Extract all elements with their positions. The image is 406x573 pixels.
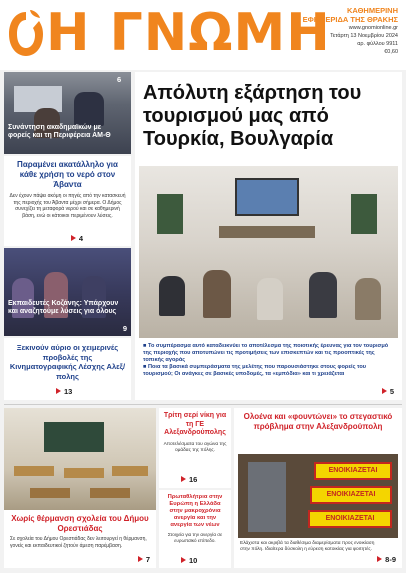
sign-2: ΕΝΟΙΚΙΑΖΕΤΑΙ <box>310 486 392 504</box>
story-sport[interactable] <box>159 408 231 488</box>
title-sport: Τρίτη σερί νίκη για τη ΓΕ Αλεξανδρούπολης <box>163 412 227 436</box>
masthead <box>0 0 406 70</box>
body-sport: Αποτελέσματα του αγώνα της ομάδας της πόλης. <box>163 441 227 453</box>
story-housing[interactable] <box>234 408 402 568</box>
photo-conference <box>139 166 398 338</box>
main-headline: Απόλυτη εξάρτηση του τουρισμού μας από Τουρκία, Βουλγαρία <box>143 82 362 150</box>
body-schools: Σε σχολεία του Δήμου Ορεστιάδας δεν λειτουργεί η θέρμανση, γονείς και εκπαιδευτικοί ζητούν άμεση παρέμβαση. <box>10 536 147 549</box>
story-academics[interactable] <box>4 72 131 154</box>
body-water: Δεν έχουν πάψει ακόμη οι πηγές από την κατασκευή της περιοχής του Άβαντα μέχρι σήμερα. Ο Δήμος συνεχίζει τη μεταφορά νερού και σε καθημερινή βάση, ενώ οι κάτοικοι περιμένουν λύσεις. <box>9 193 126 219</box>
sign-1: ΕΝΟΙΚΙΑΖΕΤΑΙ <box>314 462 392 480</box>
logo-icon <box>6 8 46 60</box>
photo-rent-signs <box>238 454 398 538</box>
logo-text: Η ΓΝΩΜΗ <box>46 3 331 63</box>
title-cinema: Ξεκινούν αύριο οι χειμερινές προβολές της Κινηματογραφικής Λέσχης Αλεξ/πολης <box>9 343 126 381</box>
masthead-info <box>288 6 398 56</box>
page-ref-8-9[interactable]: 8-9 <box>377 555 396 564</box>
arrow-icon <box>56 388 61 394</box>
story-unemployment[interactable] <box>159 490 231 568</box>
photo-meeting <box>4 72 131 154</box>
issue-number: αρ. φύλλου 9911 <box>357 41 398 47</box>
main-bullet-1: ■ Το συμπέρασμα αυτό καταδεικνύει το αποτέλεσμα της ποιοτικής έρευνας για τον τουρισμό της περιοχής που αποτυπώνει τις προτιμήσεις των επισκεπτών και τις προοπτικές της τοπικής αγοράς <box>143 343 389 363</box>
tagline-2: ΕΦΗΜΕΡΙΔΑ ΤΗΣ ΘΡΑΚΗΣ <box>302 15 398 24</box>
page-ref-16[interactable]: 16 <box>181 475 197 484</box>
photo-classroom <box>4 408 156 510</box>
arrow-icon <box>382 388 387 394</box>
story-water[interactable] <box>4 156 131 246</box>
arrow-icon <box>138 556 143 562</box>
title-unemployment: Πρωταθλήτρια στην Ευρώπη η Ελλάδα στην μακροχρόνια ανεργία και την ανεργία των νέων <box>167 494 223 528</box>
body-housing: Ελάχιστα και ακριβά τα διαθέσιμα διαμερίσματα προς ενοικίαση στην πόλη. Ιδιαίτερα δύσκολη η εύρεση κατοικίας για φοιτητές. <box>240 541 375 552</box>
price: €0,60 <box>384 49 398 55</box>
arrow-icon <box>377 556 382 562</box>
page-ref-13[interactable]: 13 <box>56 387 72 396</box>
arrow-icon <box>181 557 186 563</box>
issue-date: Τετάρτη 13 Νοεμβρίου 2024 <box>330 33 398 39</box>
body-unemployment: Στοιχεία για την ανεργία σε ευρωπαϊκό επίπεδο. <box>167 532 223 543</box>
page-ref-10[interactable]: 10 <box>181 556 197 565</box>
sign-3: ΕΝΟΙΚΙΑΖΕΤΑΙ <box>308 510 392 528</box>
story-schools[interactable] <box>4 408 156 568</box>
story-teachers[interactable] <box>4 248 131 336</box>
story-cinema[interactable] <box>4 338 131 400</box>
arrow-icon <box>181 476 186 482</box>
main-story[interactable] <box>135 72 402 400</box>
page-ref-4[interactable]: 4 <box>71 234 83 243</box>
page-ref-9[interactable]: 9 <box>122 324 127 333</box>
title-housing: Ολοένα και «φουντώνει» το στεγαστικό πρόβλημα στην Αλεξανδρούπολη <box>243 412 393 431</box>
page-ref-6[interactable]: 6 <box>117 75 122 84</box>
main-bullet-2: ■ Ποια τα βασικά συμπεράσματα της μελέτης που παρουσιάστηκε στους φορείς του τουρισμού; Οι ανάγκες σε βασικές υποδομές, τα «εμπόδια» και τι χρειάζεται <box>143 364 367 377</box>
arrow-icon <box>71 235 76 241</box>
page-ref-5[interactable]: 5 <box>382 387 394 396</box>
tagline-1: ΚΑΘΗΜΕΡΙΝΗ <box>346 6 398 15</box>
photo-protest <box>4 248 131 336</box>
caption-academics: Συνάντηση ακαδημαϊκών με φορείς και τη Περιφέρεια ΑΜ-Θ <box>8 124 111 140</box>
page-ref-7[interactable]: 7 <box>138 555 150 564</box>
caption-teachers: Εκπαιδευτές Κοζάνης: Υπάρχουν και αναζητούμε λύσεις για όλους <box>8 300 119 316</box>
site-link[interactable]: www.gnomionline.gr <box>348 25 398 31</box>
section-divider <box>4 404 402 405</box>
title-water: Παραμένει ακατάλληλο για κάθε χρήση το νερό στον Άβαντα <box>17 160 118 189</box>
title-schools: Χωρίς θέρμανση σχολεία του Δήμου Ορεστιάδας <box>11 514 149 533</box>
